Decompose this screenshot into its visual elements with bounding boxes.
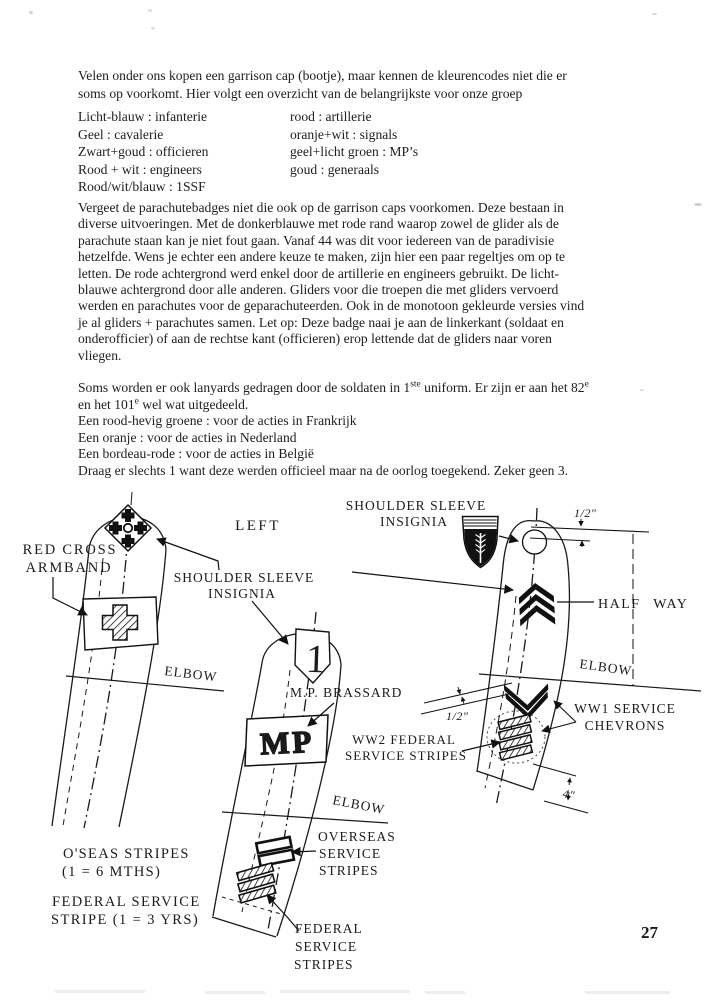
superscript: ste <box>410 379 421 390</box>
ww2-federal-label-line1: WW2 FEDERAL <box>352 732 456 747</box>
intro-paragraph <box>78 67 567 102</box>
left-side-label: LEFT <box>235 518 281 534</box>
color-code-left: Geel : cavalerie <box>78 126 164 142</box>
paragraph-line: parachute staan kan je niet fout gaan. Vanaf 44 was dit voor iedereen van de paradivisie <box>78 232 555 248</box>
federal-legend-line1: FEDERAL SERVICE <box>52 894 201 910</box>
half-inch-mid-label: 1/2" <box>446 709 469 723</box>
lanyard-item: Draag er slechts 1 want deze werden officieel maar na de oorlog toegekend. Zeker geen 3. <box>78 462 569 478</box>
paragraph-line: diverse uitvoeringen. Met de donkerblauwe met rode rand waarop zowel de glider als de <box>78 216 559 232</box>
color-code-left: Rood + wit : engineers <box>78 161 202 177</box>
lanyard-line <box>78 397 589 414</box>
left-sleeve-apex-tick <box>131 492 132 505</box>
diamond-center-circle <box>124 524 132 532</box>
half-inch-top-label: 1/2" <box>574 506 597 520</box>
color-code-left: Zwart+goud : officieren <box>78 144 209 159</box>
middle-elbow-line <box>222 812 388 823</box>
paragraph-line: hetzelfde. Wens je echter een andere keuze te maken, zijn hier een paar regeltjes om op te <box>78 249 566 265</box>
dimension-line <box>531 527 649 532</box>
first-division-shield <box>295 629 330 683</box>
federal-legend-line2: STRIPE (1 = 3 YRS) <box>51 912 200 928</box>
half-way-label: HALF WAY <box>598 597 689 612</box>
color-code-left: Licht-blauw : infanterie <box>78 109 208 124</box>
ww1-label-line1: WW1 SERVICE <box>574 701 676 716</box>
color-code-row <box>78 126 418 144</box>
red-cross-label-line2: ARMBAND <box>25 560 113 576</box>
federal-label-line3: STRIPES <box>294 957 354 972</box>
middle-sleeve-cuff <box>212 917 276 937</box>
ww2-stripes-patch <box>492 714 538 760</box>
overseas-label-line3: STRIPES <box>319 863 379 878</box>
federal-service-stripes-patch <box>233 863 280 903</box>
right-ssi-label-line2: INSIGNIA <box>380 514 448 529</box>
ww1-label-line2: CHEVRONS <box>584 718 666 733</box>
right-elbow-label: ELBOW <box>578 656 634 679</box>
ww1-arrow-upper <box>554 701 576 722</box>
paragraph-line: werden en parachutes voor de geparachuteerden. Ook in de monotoon gekleurde versies vind <box>78 298 585 314</box>
lanyard-item: Een oranje : voor de acties in Nederland <box>78 429 297 445</box>
color-code-row <box>78 143 418 161</box>
mp-brassard-label: M.P. BRASSARD <box>290 685 403 700</box>
color-code-row <box>78 161 418 179</box>
paragraph-line: onderofficier) of aan de rechtse kant (officieren) erop lettende dat de gliders naar voren <box>78 331 552 347</box>
sleeve-insignia-diagram <box>0 488 707 1000</box>
color-code-row <box>78 108 418 126</box>
shoulder-sleeve-insignia-badge <box>463 517 499 568</box>
oseas-legend-line1: O'SEAS STRIPES <box>63 846 190 862</box>
dimension-arrow <box>462 697 464 704</box>
left-ssi-label-line1: SHOULDER SLEEVE <box>173 570 315 585</box>
color-code-right: rood : artillerie <box>290 109 372 124</box>
lanyard-paragraph <box>78 380 589 480</box>
paragraph-line: Vergeet de parachutebadges niet die ook op de garrison caps voorkomen. Deze bestaan in <box>78 200 564 215</box>
mp-brassard-band <box>245 715 328 766</box>
color-code-row <box>78 178 418 196</box>
color-code-left: Rood/wit/blauw : 1SSF <box>78 179 206 194</box>
right-ssi-to-chevrons-arrow <box>352 572 513 590</box>
dimension-arrow <box>458 687 460 694</box>
red-cross-armband <box>83 597 158 650</box>
ww2-federal-label-line2: SERVICE STRIPES <box>345 748 467 763</box>
paragraph-line: blauwe achtergrond door alle anderen. Gliders voor die troepen die met gliders vervoerd <box>78 282 559 298</box>
lanyard-item: Een bordeau-rode : voor de acties in België <box>78 446 314 462</box>
superscript: e <box>584 379 589 390</box>
overseas-arrow <box>292 851 316 852</box>
sergeant-chevrons <box>518 582 555 626</box>
shield-number: 1 <box>305 635 327 682</box>
overseas-label-line2: SERVICE <box>319 846 382 861</box>
lanyard-text: wel wat uitgedeeld. <box>138 396 249 412</box>
federal-label-line1: FEDERAL <box>295 921 363 936</box>
federal-label-line2: SERVICE <box>295 939 358 954</box>
lanyard-item: Een rood-hevig groene : voor de acties in Frankrijk <box>78 413 357 429</box>
overseas-service-stripes-patch <box>256 837 294 866</box>
shoulder-point-circle <box>523 530 547 554</box>
red-cross-label-line1: RED CROSS <box>22 542 118 558</box>
paragraph-line: letten. De rode achtergrond werd enkel door de artillerie en engineers gebruikt. De licht- <box>78 265 559 281</box>
oseas-legend-line2: (1 = 6 MTHS) <box>62 864 162 880</box>
mp-letters: MP <box>259 723 316 762</box>
dimension-arrow <box>569 778 570 785</box>
dimension-line <box>544 801 588 813</box>
lanyard-text: en het 101 <box>78 396 135 412</box>
ww1-arrow-lower <box>542 722 576 731</box>
four-inch-label: 4" <box>561 786 577 803</box>
left-elbow-label: ELBOW <box>163 663 219 685</box>
color-code-right: goud : generaals <box>290 161 380 177</box>
right-ssi-label-line1: SHOULDER SLEEVE <box>345 498 487 513</box>
overseas-label-line1: OVERSEAS <box>318 829 396 844</box>
middle-elbow-label: ELBOW <box>331 792 387 818</box>
intro-line: Velen onder ons kopen een garrison cap (bootje), maar kennen de kleurencodes niet die er <box>78 68 567 83</box>
federal-arrow <box>267 895 299 931</box>
color-code-right: oranje+wit : signals <box>290 126 398 142</box>
lanyard-text: Soms worden er ook lanyards gedragen door de soldaten in 1 <box>78 380 411 395</box>
intro-line: soms op voorkomt. Hier volgt een overzicht van de belangrijkste voor onze groep <box>78 85 523 101</box>
superscript: e <box>134 396 139 407</box>
paragraph-line: je al gliders + parachutes samen. Let op: Deze badge naai je aan de linkerkant (soldaat en <box>78 314 564 330</box>
lanyard-line <box>78 380 589 397</box>
left-ssi-label-line2: INSIGNIA <box>208 586 276 601</box>
color-code-right: geel+licht groen : MP’s <box>290 144 419 159</box>
lanyard-text: uniform. Er zijn er aan het 82 <box>420 380 585 395</box>
parachute-badge-paragraph <box>78 200 584 364</box>
page-number: 27 <box>641 923 658 942</box>
left-ssi-leader-arrow <box>157 539 219 570</box>
dimension-line <box>424 683 512 703</box>
right-elbow-line <box>479 674 701 691</box>
paragraph-line: vliegen. <box>78 347 122 363</box>
color-code-list <box>78 108 418 196</box>
